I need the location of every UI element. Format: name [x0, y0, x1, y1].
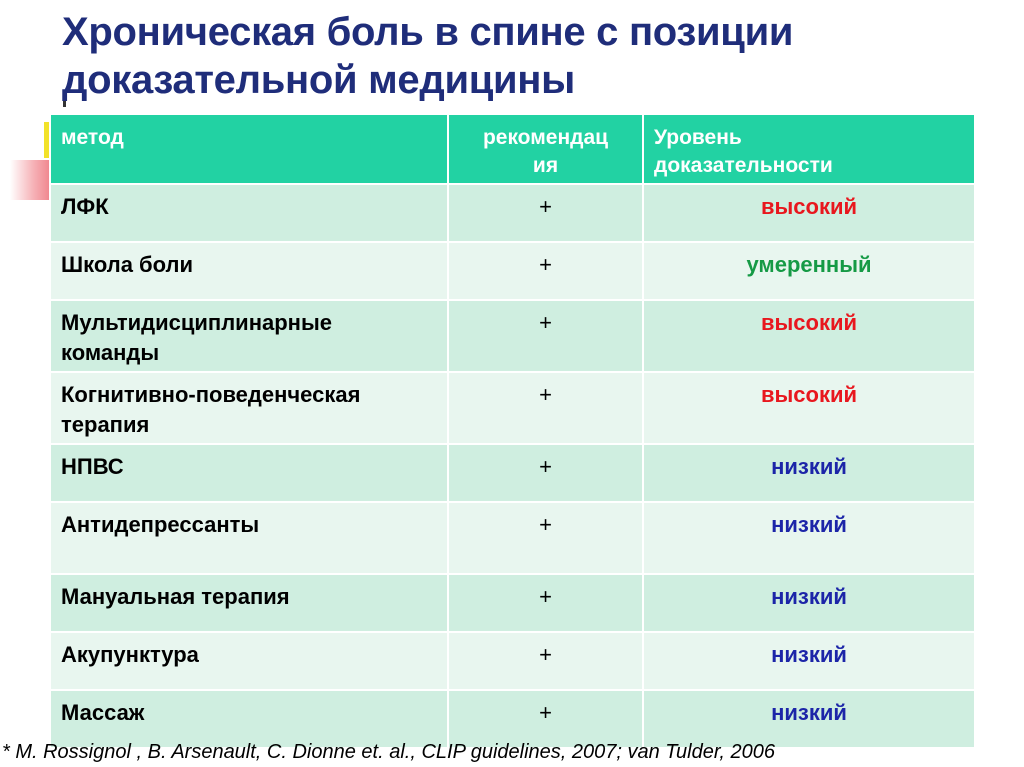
cell-evidence-level	[643, 242, 975, 300]
cell-evidence-level	[643, 444, 975, 502]
header-recommendation-line-2: ия	[532, 154, 559, 177]
evidence-level-label: низкий	[771, 584, 847, 609]
cell-recommendation: +	[448, 574, 643, 632]
method-name-line: команды	[61, 340, 160, 365]
cell-method	[50, 372, 448, 444]
cell-evidence-level	[643, 184, 975, 242]
cell-method	[50, 632, 448, 690]
cell-method	[50, 184, 448, 242]
evidence-level-label: высокий	[760, 310, 858, 335]
cell-method	[50, 502, 448, 574]
evidence-level-label: низкий	[771, 454, 847, 479]
table-row	[50, 300, 975, 372]
header-evidence-line-1: Уровень	[654, 126, 742, 149]
cell-evidence-level	[643, 502, 975, 574]
evidence-level-label: низкий	[771, 512, 847, 537]
method-name-line: терапия	[61, 412, 150, 437]
method-name-line: НПВС	[61, 454, 124, 479]
cell-recommendation: +	[448, 632, 643, 690]
header-recommendation-line-1: рекомендац	[482, 126, 609, 149]
header-evidence-line-2: доказательности	[654, 154, 833, 177]
table-row	[50, 502, 975, 574]
table-row	[50, 242, 975, 300]
method-name-line: Антидепрессанты	[61, 512, 260, 537]
header-method	[50, 114, 448, 184]
cell-recommendation: +	[448, 300, 643, 372]
cell-recommendation: +	[448, 444, 643, 502]
cell-method	[50, 242, 448, 300]
footnote-citation: * M. Rossignol , B. Arsenault, C. Dionne et. al., CLIP guidelines, 2007; van Tulder, 2006	[2, 741, 776, 763]
method-name-line: Акупунктура	[61, 642, 199, 667]
method-name-line: Мультидисциплинарные	[61, 310, 332, 335]
cell-method	[50, 300, 448, 372]
table-row	[50, 444, 975, 502]
cell-recommendation: +	[448, 372, 643, 444]
table-header-row	[50, 114, 975, 184]
table-row	[50, 184, 975, 242]
evidence-level-label: низкий	[771, 642, 847, 667]
header-recommendation	[448, 114, 643, 184]
method-name-line: Мануальная терапия	[61, 584, 290, 609]
cell-evidence-level	[643, 574, 975, 632]
evidence-level-label: умеренный	[746, 252, 872, 277]
table-row	[50, 372, 975, 444]
method-name-line: ЛФК	[61, 194, 109, 219]
slide-title	[62, 8, 1002, 104]
evidence-table	[49, 113, 976, 749]
header-method-label: метод	[61, 126, 124, 149]
cell-evidence-level	[643, 372, 975, 444]
method-name-line: Школа боли	[61, 252, 194, 277]
cell-recommendation: +	[448, 242, 643, 300]
cell-recommendation: +	[448, 502, 643, 574]
slide-title-line-1: Хроническая боль в спине с позиции	[62, 10, 794, 54]
method-name-line: Массаж	[61, 700, 145, 725]
table-body	[50, 184, 975, 748]
cell-method	[50, 444, 448, 502]
decorative-red-gradient	[10, 160, 52, 200]
header-evidence-level	[643, 114, 975, 184]
cell-recommendation: +	[448, 690, 643, 748]
cell-evidence-level	[643, 300, 975, 372]
evidence-level-label: высокий	[760, 194, 858, 219]
table-row	[50, 574, 975, 632]
evidence-level-label: низкий	[771, 700, 847, 725]
slide-title-line-2: доказательной медицины	[62, 58, 576, 102]
evidence-level-label: высокий	[760, 382, 858, 407]
cell-recommendation: +	[448, 184, 643, 242]
table-row	[50, 632, 975, 690]
cell-evidence-level	[643, 632, 975, 690]
cell-method	[50, 574, 448, 632]
method-name-line: Когнитивно-поведенческая	[61, 382, 361, 407]
